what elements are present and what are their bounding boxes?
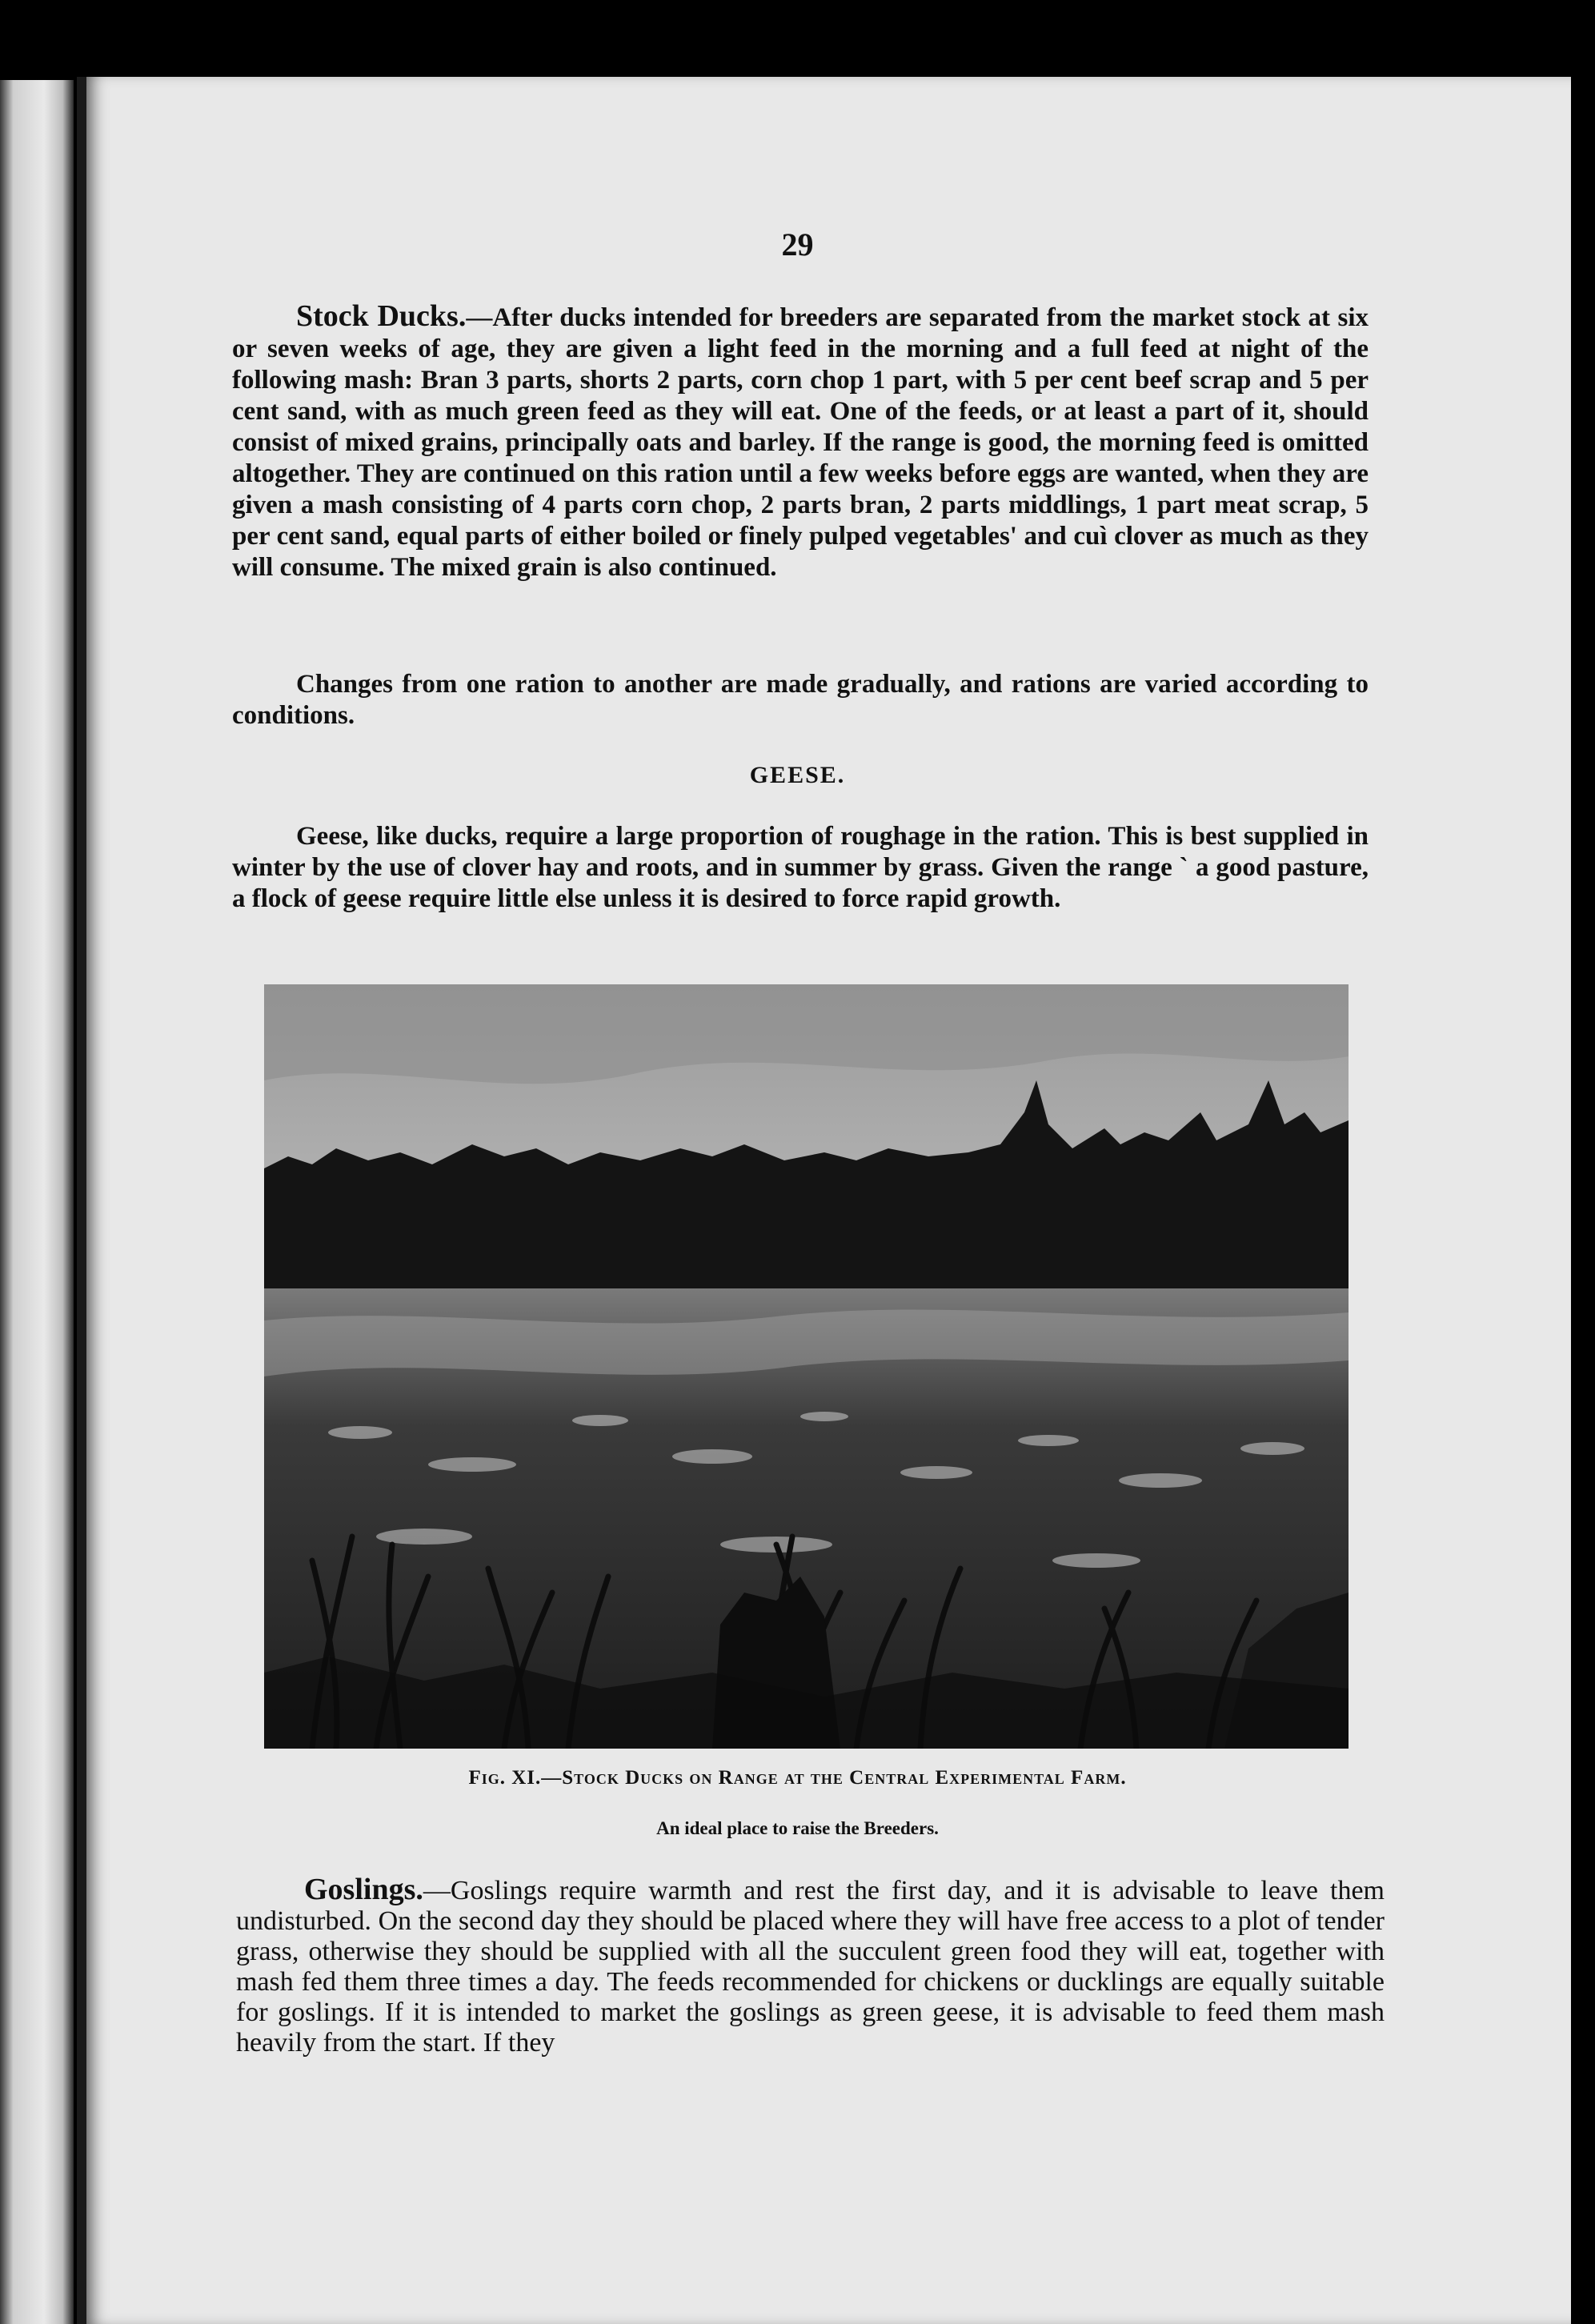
stock-ducks-paragraph bbox=[232, 301, 1369, 583]
book-spine bbox=[0, 80, 74, 2324]
goslings-heading: Goslings. bbox=[304, 1873, 423, 1906]
geese-paragraph: Geese, like ducks, require a large proportion of roughage in the ration. This is best supplied in winter by the use of clover hay and roots, and in summer by grass. Given the range ˋ a good pasture, a flock of geese require little else unless it is desired to force rapid growth. bbox=[232, 822, 1369, 913]
page-number: 29 bbox=[781, 226, 814, 262]
figure-subcaption: An ideal place to raise the Breeders. bbox=[656, 1818, 939, 1838]
changes-paragraph: Changes from one ration to another are made gradually, and rations are varied according to conditions. bbox=[232, 670, 1369, 730]
stock-ducks-heading: Stock Ducks. bbox=[296, 299, 467, 333]
geese-heading: GEESE. bbox=[749, 762, 846, 788]
figure-caption: Fig. XI.—Stock Ducks on Range at the Central Experimental Farm. bbox=[468, 1767, 1127, 1789]
goslings-text: —Goslings require warmth and rest the first day, and it is advisable to leave them undisturbed. On the second day they should be placed where they will have free access to a plot of tender grass, otherwise they should be supplied with all the succulent green food they will eat, together with mash fed them three times a day. The feeds recommended for chickens or ducklings are equally suitable for goslings. If it is intended to market the goslings as green geese, it is advisable to feed them mash heavily from the start. If they bbox=[236, 1876, 1385, 2058]
pond-photograph bbox=[264, 984, 1349, 1749]
stock-ducks-text: —After ducks intended for breeders are separated from the market stock at six or seven weeks of age, they are given a light feed in the morning and a full feed at night of the following mash: Bran 3 parts, shorts 2 parts, corn chop 1 part, with 5 per cent beef scrap and 5 per cent sand, with as much green feed as they will eat. One of the feeds, or at least a part of it, should consist of mixed grains, principally oats and barley. If the range is good, the morning feed is omitted altogether. They are continued on this ration until a few weeks before eggs are wanted, when they are given a mash consisting of 4 parts corn chop, 2 parts bran, 2 parts middlings, 1 part meat scrap, 5 per cent sand, equal parts of either boiled or finely pulped vegetables' and cuì clover as much as they will consume. The mixed grain is also continued. bbox=[232, 303, 1369, 582]
goslings-paragraph bbox=[236, 1874, 1385, 2058]
